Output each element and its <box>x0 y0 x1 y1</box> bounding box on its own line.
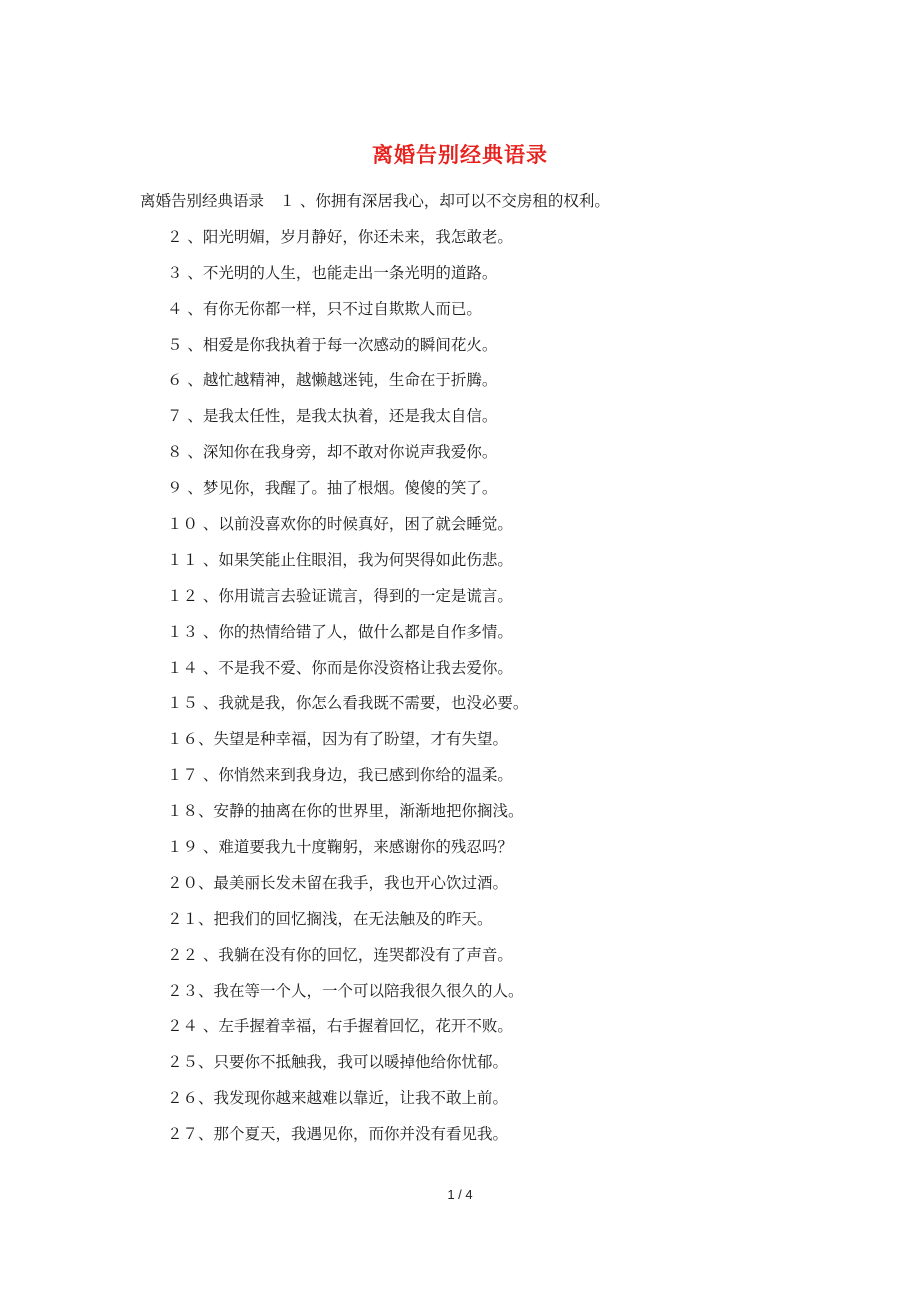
quote-line: １２ 、你用谎言去验证谎言，得到的一定是谎言。 <box>167 586 513 605</box>
intro-line: 离婚告别经典语录 １ 、你拥有深居我心，却可以不交房租的权利。 <box>140 192 610 210</box>
quote-line: ２ 、阳光明媚，岁月静好，你还未来，我怎敢老。 <box>167 227 513 246</box>
quote-line: ２４ 、左手握着幸福，右手握着回忆，花开不败。 <box>167 1017 513 1036</box>
quote-line: １８、安静的抽离在你的世界里，渐渐地把你搁浅。 <box>167 802 524 821</box>
quote-line: ２７、那个夏天，我遇见你，而你并没有看见我。 <box>167 1125 509 1144</box>
quote-line: １３ 、你的热情给错了人，做什么都是自作多情。 <box>167 622 513 641</box>
quote-line: １７ 、你悄然来到我身边，我已感到你给的温柔。 <box>167 766 513 785</box>
quote-line: ３ 、不光明的人生，也能走出一条光明的道路。 <box>167 263 498 282</box>
quote-line: ９ 、梦见你，我醒了。抽了根烟。傻傻的笑了。 <box>167 479 498 498</box>
quote-line: ２６、我发现你越来越难以靠近，让我不敢上前。 <box>167 1089 509 1108</box>
quote-line: ２２ 、我躺在没有你的回忆，连哭都没有了声音。 <box>167 945 513 964</box>
quote-line: ２１、把我们的回忆搁浅，在无法触及的昨天。 <box>167 909 493 928</box>
quote-line: １６、失望是种幸福，因为有了盼望，才有失望。 <box>167 730 509 749</box>
quote-line: １０ 、以前没喜欢你的时候真好，困了就会睡觉。 <box>167 515 513 534</box>
quote-line: ８ 、深知你在我身旁，却不敢对你说声我爱你。 <box>167 443 498 462</box>
quote-line: １５ 、我就是我，你怎么看我既不需要，也没必要。 <box>167 694 529 713</box>
page-indicator: 1 / 4 <box>447 1187 473 1202</box>
quote-line: ４ 、有你无你都一样，只不过自欺欺人而已。 <box>167 299 482 318</box>
quote-line: １１ 、如果笑能止住眼泪，我为何哭得如此伤悲。 <box>167 550 513 569</box>
quote-line: ５ 、相爱是你我执着于每一次感动的瞬间花火。 <box>167 335 498 354</box>
quote-line: １４ 、不是我不爱、你而是你没资格让我去爱你。 <box>167 658 513 677</box>
quote-line: ７ 、是我太任性，是我太执着，还是我太自信。 <box>167 407 498 426</box>
quote-line: ６ 、越忙越精神，越懒越迷钝，生命在于折腾。 <box>167 371 498 390</box>
quote-line: １９ 、难道要我九十度鞠躬，来感谢你的残忍吗？ <box>167 838 513 857</box>
quote-line: ２０、最美丽长发未留在我手，我也开心饮过酒。 <box>167 873 509 892</box>
page-title: 离婚告别经典语录 <box>372 142 548 167</box>
document-body <box>140 186 860 1155</box>
quote-line: ２５、只要你不抵触我，我可以暖掉他给你忧郁。 <box>167 1053 509 1072</box>
quote-line: ２３、我在等一个人，一个可以陪我很久很久的人。 <box>167 981 524 1000</box>
